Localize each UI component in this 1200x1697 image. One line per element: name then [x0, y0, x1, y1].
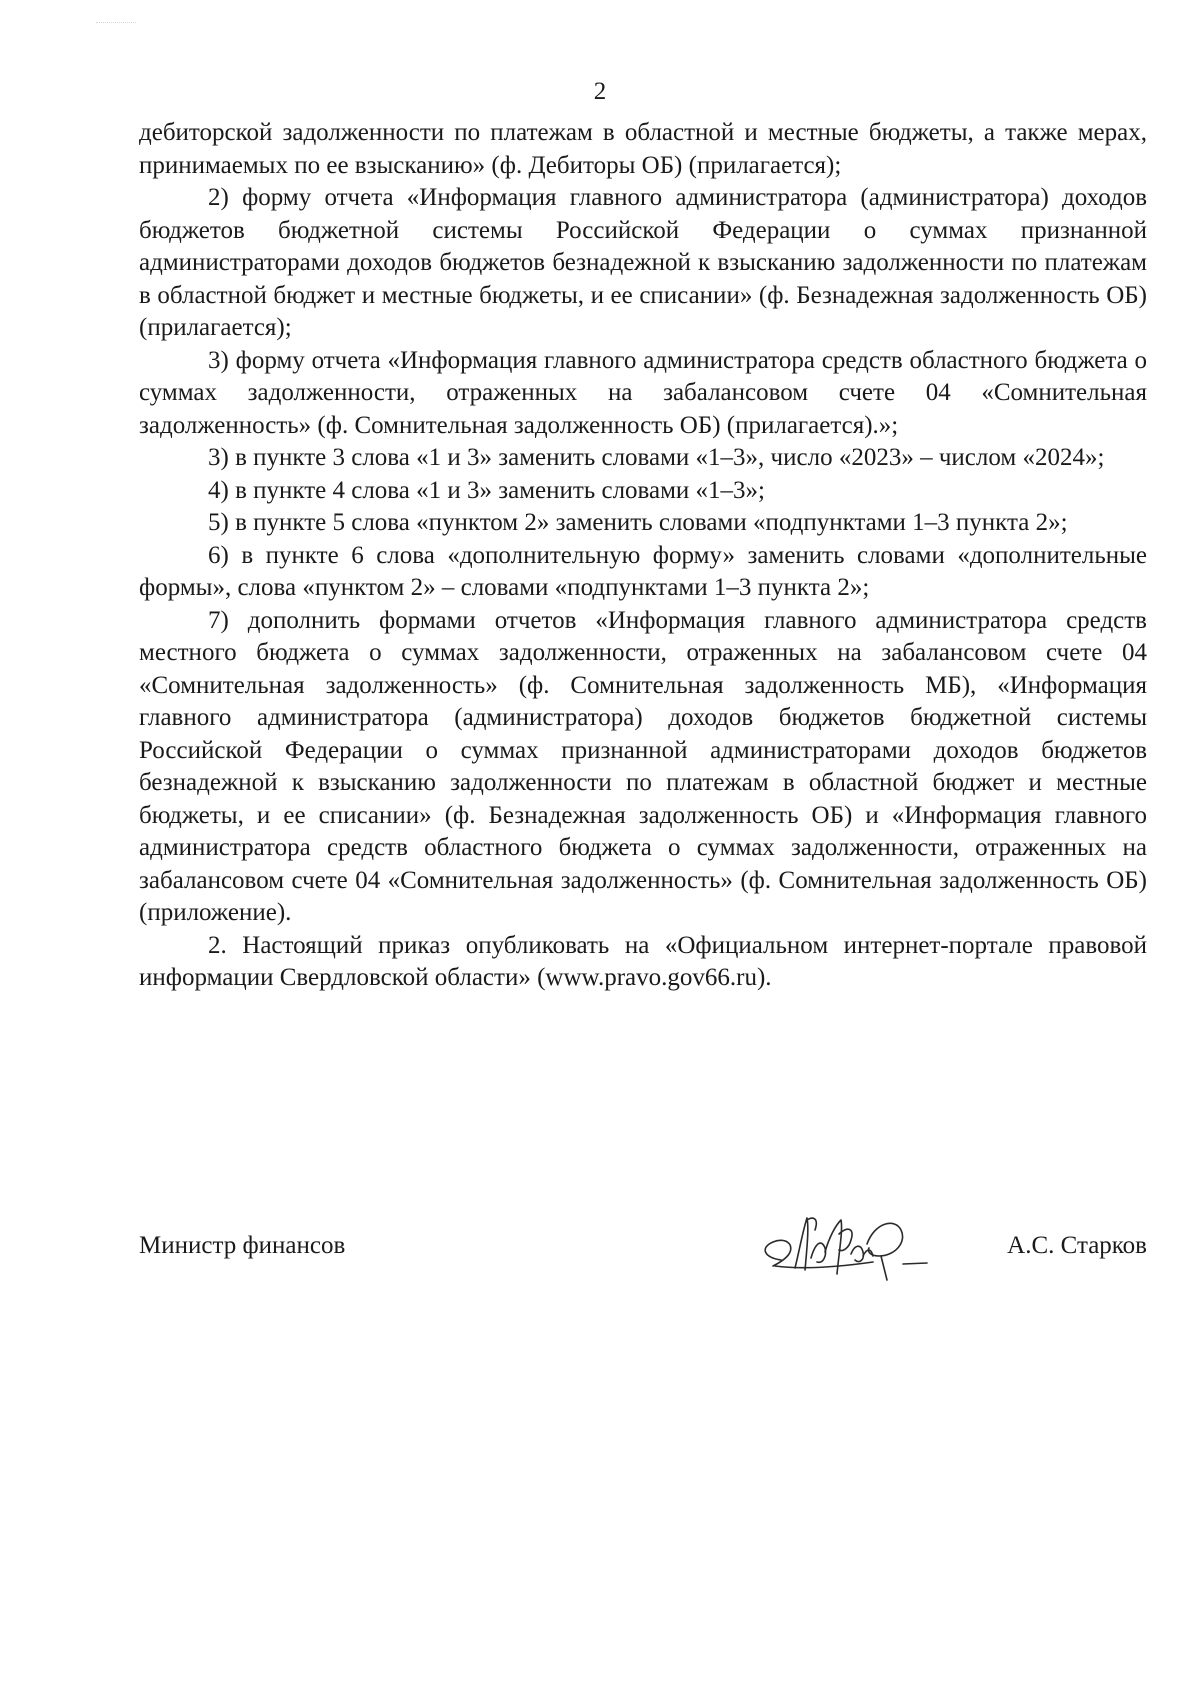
- paragraph-amend-4: 4) в пункте 4 слова «1 и 3» заменить словами «1–3»;: [208, 476, 766, 504]
- signatory-position: Министр финансов: [139, 1232, 346, 1259]
- paragraph-item-2-form: 2) форму отчета «Информация главного администратора (администратора) доходов бюджетов бюджетной системы Российской Федерации о суммах признанной администраторами доходов бюджетов безнадежной к взысканию задолженности по платежам в областной бюджет и местные бюджеты, и ее списании» (ф. Безнадежная задолженность ОБ) (прилагается);: [139, 184, 1147, 341]
- signature-block: [139, 1208, 1147, 1288]
- signatory-name: А.С. Старков: [1007, 1232, 1147, 1259]
- handwritten-signature-icon: [755, 1208, 935, 1288]
- paragraph-amend-7: 7) дополнить формами отчетов «Информация главного администратора средств местного бюджета о суммах задолженности, отраженных на забалансовом счете 04 «Сомнительная задолженность» (ф. Сомнительная задолженность МБ), «Информация главного администратора (администратора) доходов бюджетов бюджетной системы Российской Федерации о суммах признанной администраторами доходов бюджетов безнадежной к взысканию задолженности по платежам в областной бюджет и местные бюджеты, и ее списании» (ф. Безнадежная задолженность ОБ) и «Информация главного администратора средств областного бюджета о суммах задолженности, отраженных на забалансовом счете 04 «Сомнительная задолженность» (ф. Сомнительная задолженность ОБ) (приложение).: [139, 606, 1147, 926]
- paragraph-amend-5: 5) в пункте 5 слова «пунктом 2» заменить словами «подпунктами 1–3 пункта 2»;: [208, 509, 1068, 536]
- paragraph-amend-6: 6) в пункте 6 слова «дополнительную форму» заменить словами «дополнительные формы», слова «пунктом 2» – словами «подпунктами 1–3 пункта 2»;: [139, 541, 1147, 601]
- page-number: 2: [593, 78, 607, 105]
- scan-artifact: [96, 22, 136, 24]
- paragraph-amend-3: 3) в пункте 3 слова «1 и 3» заменить словами «1–3», число «2023» – числом «2024»;: [208, 444, 1105, 471]
- document-body: [139, 117, 1147, 995]
- paragraph-publication: 2. Настоящий приказ опубликовать на «Официальном интернет-портале правовой информации Свердловской области» (www.pravo.gov66.ru).: [139, 931, 1147, 991]
- paragraph-continuation: дебиторской задолженности по платежам в областной и местные бюджеты, а также мерах, принимаемых по ее взысканию» (ф. Дебиторы ОБ) (прилагается);: [139, 119, 1147, 179]
- paragraph-item-3-form: 3) форму отчета «Информация главного администратора средств областного бюджета о суммах задолженности, отраженных на забалансовом счете 04 «Сомнительная задолженность» (ф. Сомнительная задолженность ОБ) (прилагается).»;: [139, 346, 1147, 439]
